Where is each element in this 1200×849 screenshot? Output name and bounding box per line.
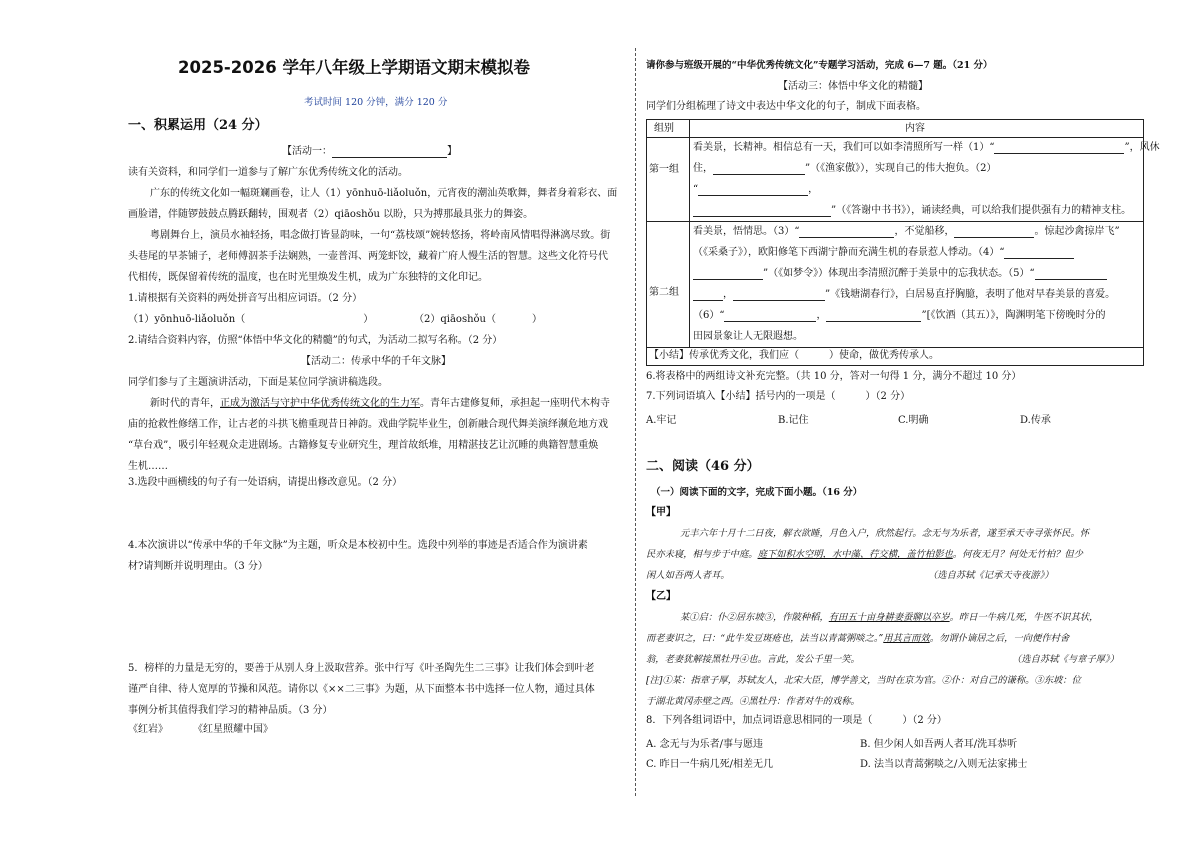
answer-blank[interactable] (799, 227, 894, 238)
group2-label: 第二组 (649, 287, 679, 298)
option-d[interactable]: D. 法当以青蒿粥啖之/入则无法家拂士 (860, 759, 1028, 770)
answer-blank[interactable] (693, 290, 723, 301)
summary-line: 【小结】传承优秀文化，我们应（ ）使命，做优秀传承人。 (649, 350, 939, 361)
activity2-title: 【活动二：传承中华的千年文脉】 (301, 356, 451, 367)
jia-text: 民亦未寝，相与步于中庭。 (646, 549, 758, 560)
question-7: 7.下列词语填入【小结】括号内的一项是（ ）（2 分） (646, 391, 911, 402)
group1-text: ”，风休 (1124, 142, 1160, 153)
yi-text: 。昨日一牛病几死，牛医不识其状， (949, 612, 1099, 623)
book-option-2: 《红星照耀中国》 (193, 724, 273, 735)
answer-blank[interactable] (733, 290, 825, 301)
para2-line: 生机…… (128, 461, 168, 472)
group2-text: （6）“ (693, 310, 725, 321)
answer-blank[interactable] (826, 311, 921, 322)
group2-line (693, 246, 1074, 259)
answer-blank[interactable] (713, 164, 805, 175)
para2-line (150, 397, 610, 410)
para2-start: 新时代的青年， (150, 398, 220, 409)
answer-blank[interactable] (954, 227, 1034, 238)
option-b[interactable]: B.记住 (778, 415, 809, 426)
group2-text: ”[《饮酒（其五）》，陶渊明笔下傍晚时分的 (921, 310, 1106, 321)
question-1-b (414, 313, 542, 326)
option-b[interactable]: B. 但少闲人如吾两人者耳/洗耳恭听 (860, 739, 1018, 750)
table-header-content: 内容 (905, 123, 925, 134)
group2-line (693, 267, 1107, 280)
group2-line (693, 309, 1106, 322)
notes-line: 于湖北黄冈赤壁之西。④黑牡丹：作者对牛的戏称。 (646, 696, 860, 707)
group2-text: ”（《如梦令》）体现出李清照沉醉于美景中的忘我状态。（5）“ (763, 268, 1035, 279)
question-4-line: 4.本次演讲以“传承中华的千年文脉”为主题，听众是本校初中生。选段中列举的事迹是否适合作为演讲素 (128, 540, 588, 551)
group2-line: 田园景象让人无限遐想。 (693, 331, 803, 342)
option-d[interactable]: D.传承 (1020, 415, 1051, 426)
yi-text: 某①启：仆②居东坡③，作陂种稻， (680, 612, 829, 623)
answer-blank[interactable] (994, 143, 1124, 154)
answer-blank[interactable] (1035, 269, 1107, 280)
para1-line: 广东的传统文化如一幅斑斓画卷，让人（1）yōnhuō-liǎoluǒn，元宵夜的潮汕英歌舞，舞者身着彩衣、面 (150, 188, 618, 199)
answer-blank[interactable] (693, 206, 831, 217)
question-2: 2.请结合资料内容，仿照“体悟中华文化的精髓”的句式，为活动二拟写名称。（2 分） (128, 335, 503, 346)
yi-underlined: 用其言而效 (883, 633, 930, 644)
activity3-intro: 同学们分组梳理了诗文中表达中华文化的句子，制成下面表格。 (646, 101, 926, 112)
part1-heading: 一、积累运用（24 分） (128, 118, 268, 133)
jia-line (646, 548, 1083, 561)
group2-text: 。惊起沙禽掠岸飞” (1034, 226, 1120, 237)
jia-source: （选自苏轼《记承天寺夜游》） (928, 570, 1054, 581)
group1-line (693, 141, 1160, 154)
q1-a-label: （1）yōnhuō-liǎoluǒn（ (128, 314, 246, 325)
yi-label: 【乙】 (646, 591, 676, 602)
table-row-divider (647, 137, 1143, 138)
group2-text: ， (816, 310, 827, 321)
book-option-1: 《红岩》 (128, 724, 168, 735)
question-3: 3.选段中画横线的句子有一处语病，请提出修改意见。（2 分） (128, 477, 403, 488)
option-c[interactable]: C.明确 (898, 415, 929, 426)
group2-line (693, 288, 1115, 301)
reading1-label: （一）阅读下面的文字，完成下面小题。（16 分） (651, 487, 863, 498)
group2-text: ”《钱塘湖春行》，白居易直抒胸臆，表明了他对早春美景的喜爱。 (825, 289, 1116, 300)
para1-line: 画脸谱，伴随锣鼓鼓点腾跃翻转，围观者（2）qiāoshǒu 以盼，只为搏那最具张力的舞姿。 (128, 209, 534, 220)
group2-text: ， (723, 289, 733, 300)
intro-line: 读有关资料，和同学们一道参与了解广东优秀传统文化的活动。 (128, 167, 408, 178)
table-row-divider (647, 221, 1143, 222)
exam-title: 2025-2026 学年八年级上学期语文期末模拟卷 (178, 58, 530, 77)
table-col-divider (689, 120, 690, 347)
activity3-title: 【活动三：体悟中华文化的精髓】 (778, 81, 928, 92)
group1-line (693, 183, 818, 196)
q1-b-label: （2）qiāoshǒu（ (414, 314, 496, 325)
poetry-table (646, 119, 1160, 366)
yi-underlined: 有田五十亩身耕妻蚕聊以卒岁 (828, 612, 950, 623)
option-c[interactable]: C. 昨日一牛病几死/相差无几 (646, 759, 774, 770)
question-6: 6.将表格中的两组诗文补充完整。（共 10 分，答对一句得 1 分，满分不超过 10 分） (646, 371, 1022, 382)
answer-blank[interactable] (724, 311, 816, 322)
question-1: 1.请根据有关资料的两处拼音写出相应词语。（2 分） (128, 293, 363, 304)
yi-line (680, 611, 1098, 624)
yi-text: 。勿谓仆谪居之后，一向便作村舍 (929, 633, 1070, 644)
activity1-blank[interactable] (332, 147, 447, 158)
table-row-divider (647, 347, 1143, 348)
answer-blank[interactable] (1004, 248, 1074, 259)
para1-line: 粤剧舞台上，演员水袖轻扬，唱念做打皆显韵味，一句“荔枝颂”婉转悠扬，将岭南风情唱得淋漓尽致。街 (150, 230, 611, 241)
yi-source: （选自苏轼《与章子厚》） (1012, 654, 1119, 665)
option-a[interactable]: A. 念无与为乐者/事与愿违 (646, 739, 763, 750)
q1-b-close: ） (531, 314, 542, 325)
group1-text: 看美景，长精神。相信总有一天，我们可以如李清照所写一样（1）“ (693, 142, 995, 153)
para1-line: 代相传，既保留着传统的温度，也在时光里焕发生机，成为广东独特的文化印记。 (128, 272, 488, 283)
jia-line: 闲人如吾两人者耳。 (646, 570, 730, 581)
jia-label: 【甲】 (646, 507, 676, 518)
jia-underlined: 庭下如积水空明，水中藻、荇交横，盖竹柏影也 (757, 549, 953, 560)
group2-text: ，不觉船移， (894, 226, 955, 237)
activity1-close: 】 (447, 146, 457, 157)
answer-blank[interactable] (698, 185, 808, 196)
question-5-line: 5．榜样的力量是无穷的，要善于从别人身上汲取营养。张中行写《叶圣陶先生二三事》让我们体会到叶老 (128, 663, 595, 674)
activity1-title (282, 145, 457, 158)
column-divider (635, 48, 636, 796)
group2-text: 看美景，悟情思。（3）“ (693, 226, 800, 237)
group1-text: ”（《渔家傲》），实现自己的伟大抱负。（2） (805, 163, 997, 174)
right-intro: 请你参与班级开展的“中华优秀传统文化”专题学习活动，完成 6—7 题。（21 分） (646, 60, 993, 71)
question-4-line: 材?请判断并说明理由。（3 分） (128, 561, 268, 572)
group1-text: 住， (693, 163, 713, 174)
question-1-a (128, 313, 373, 326)
group1-line (693, 204, 1131, 217)
question-5-line: 事例分析其值得我们学习的精神品质。（3 分） (128, 705, 333, 716)
part2-heading: 二、阅读（46 分） (646, 459, 760, 474)
notes-line: [注]①某：指章子厚，苏轼友人，北宋大臣，博学善文，当时在京为官。②仆：对自己的谦称。③东坡：位 (646, 675, 1081, 686)
para2-line: 庙的抢救性修缮工作，让古老的斗拱飞檐重现昔日神韵。戏曲学院毕业生，创新融合现代舞美演绎濒危地方戏 (128, 419, 608, 430)
option-a[interactable]: A.牢记 (646, 415, 677, 426)
table-header-group: 组别 (654, 123, 674, 134)
para1-line: 头巷尾的早茶铺子，老师傅泅茶手法娴熟，一壶普洱、两笼虾饺，藏着广府人慢生活的智慧。这些文化符号代 (128, 251, 608, 262)
underlined-sentence: 正成为激活与守护中华优秀传统文化的生力军 (220, 398, 420, 409)
group2-text: （《采桑子》），欧阳修笔下西湖宁静而充满生机的春景惹人悸动。（4）“ (693, 247, 1005, 258)
question-5-line: 谨严自律、待人宽厚的节操和风范。请你以《××二三事》为题，从下面整本书中选择一位人物，通过具体 (128, 684, 595, 695)
jia-text: 。何夜无月？何处无竹柏？但少 (952, 549, 1083, 560)
exam-info: 考试时间 120 分钟，满分 120 分 (304, 97, 448, 108)
group1-text: ， (808, 184, 819, 195)
group1-line (693, 162, 996, 175)
group1-text: “ (693, 184, 699, 195)
activity2-intro: 同学们参与了主题演讲活动，下面是某位同学演讲稿选段。 (128, 377, 388, 388)
yi-line: 翁，老妻犹解接黑牡丹④也。言此，发公千里一笑。 (646, 654, 860, 665)
group2-line (693, 225, 1120, 238)
activity1-label: 【活动一： (282, 146, 332, 157)
yi-line (646, 632, 1069, 645)
group1-label: 第一组 (649, 164, 679, 175)
q1-a-close: ） (363, 314, 374, 325)
answer-blank[interactable] (693, 269, 763, 280)
jia-line: 元丰六年十月十二日夜，解衣欲睡，月色入户，欣然起行。念无与为乐者，遂至承天寺寻张怀民。怀 (680, 528, 1090, 539)
para2-rest: 。青年古建修复师，承担起一座明代木构寺 (420, 398, 610, 409)
para2-line: “草台戏”，吸引年轻观众走进剧场。古籍修复专业研究生，理首故纸堆，用精湛技艺让沉睡的典籍智慧重焕 (128, 440, 599, 451)
question-8: 8．下列各组词语中，加点词语意思相同的一项是（ ）（2 分） (646, 715, 947, 726)
group1-text: ”（《答谢中书书》），诵读经典，可以给我们提供强有力的精神支柱。 (831, 205, 1132, 216)
yi-text: 而老妻识之，曰：“此牛发豆斑疮也，法当以青蒿粥啖之。” (646, 633, 884, 644)
